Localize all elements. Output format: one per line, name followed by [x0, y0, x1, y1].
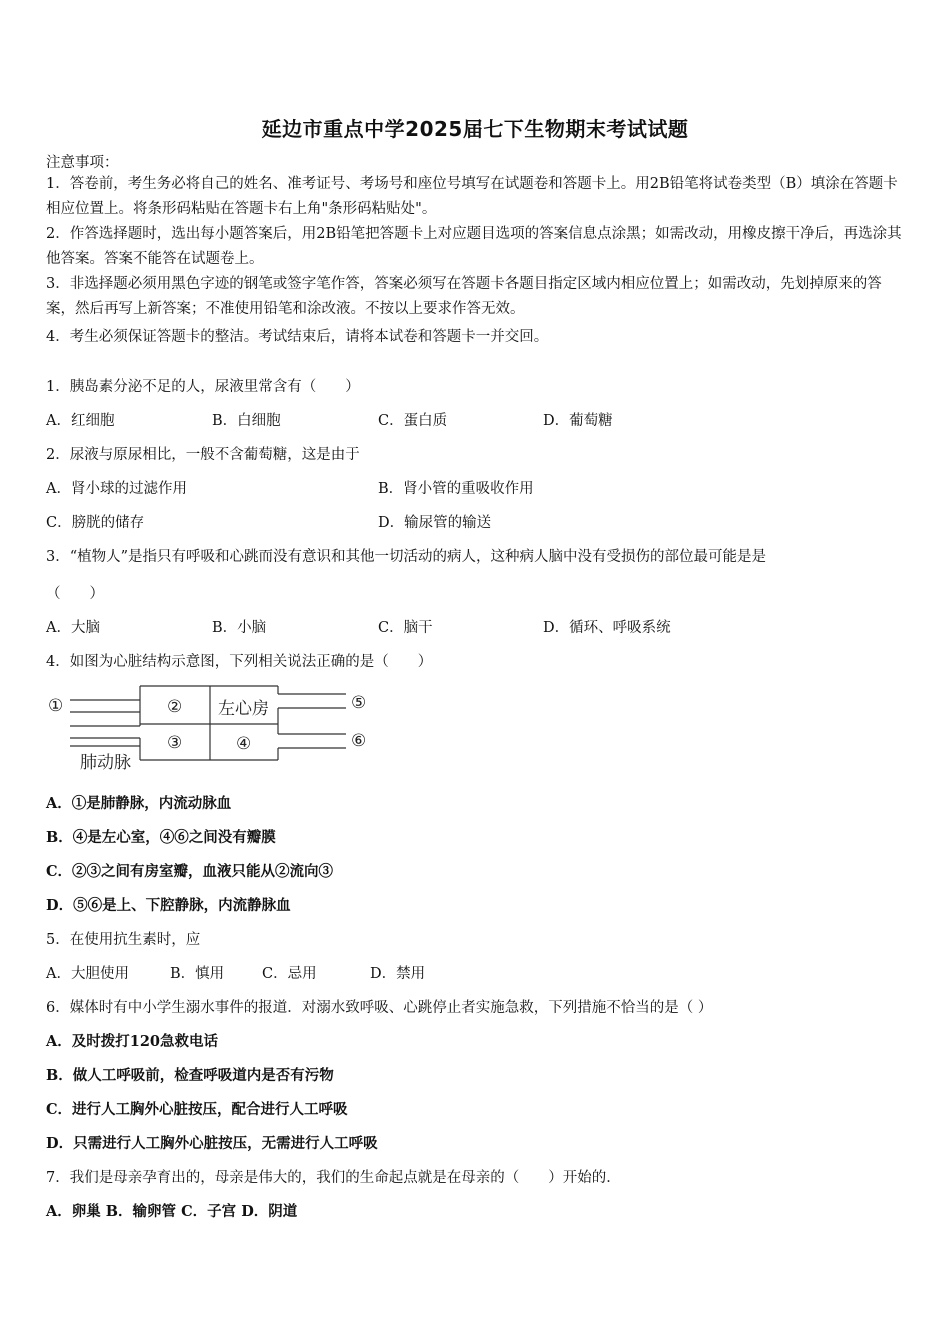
q4-option-a[interactable]: A．①是肺静脉，内流动脉血 [46, 795, 232, 812]
diagram-pulmonary-artery-label: 肺动脉 [80, 753, 131, 773]
notice-item: 4．考生必须保证答题卡的整洁。考试结束后，请将本试卷和答题卡一并交回。 [46, 329, 549, 345]
page-title: 延边市重点中学2025届七下生物期末考试试题 [261, 117, 689, 141]
q1-option-d[interactable]: D．葡萄糖 [543, 413, 613, 429]
q1-option-a[interactable]: A．红细胞 [46, 413, 115, 429]
q5-option-b[interactable]: B．慎用 [170, 966, 225, 982]
q5-option-d[interactable]: D．禁用 [370, 966, 426, 982]
notice-item: 3．非选择题必须用黑色字迹的钢笔或签字笔作答，答案必须写在答题卡各题目指定区域内相应位置上；如需改动，先划掉原来的答案，然后再写上新答案；不准使用铅笔和涂改液。不按以上要求作答无效。 [46, 276, 882, 317]
diagram-label-6: ⑥ [351, 731, 367, 751]
q1-option-c[interactable]: C．蛋白质 [378, 413, 448, 429]
question-1-stem: 1．胰岛素分泌不足的人，尿液里常含有（ ） [46, 379, 360, 395]
diagram-label-5: ⑤ [351, 693, 367, 713]
q3-option-c[interactable]: C．脑干 [378, 620, 433, 636]
diagram-left-atrium-label: 左心房 [218, 699, 269, 719]
q3-option-a[interactable]: A．大脑 [46, 620, 100, 636]
q6-option-a[interactable]: A．及时拨打120急救电话 [46, 1033, 219, 1050]
q2-option-c[interactable]: C．膀胱的储存 [46, 515, 145, 531]
q3-option-b[interactable]: B．小脑 [212, 620, 267, 636]
diagram-label-1: ① [48, 696, 64, 716]
question-4-stem: 4．如图为心脏结构示意图，下列相关说法正确的是（ ） [46, 654, 433, 670]
notice-item: 1．答卷前，考生务必将自己的姓名、准考证号、考场号和座位号填写在试题卷和答题卡上。用2B铅笔将试卷类型（B）填涂在答题卡相应位置上。将条形码粘贴在答题卡右上角"条形码粘贴处"。 [46, 176, 898, 217]
q2-option-d[interactable]: D．输尿管的输送 [378, 515, 492, 531]
q5-option-a[interactable]: A．大胆使用 [46, 966, 129, 982]
diagram-label-4: ④ [236, 734, 252, 754]
notice-heading: 注意事项： [46, 155, 119, 171]
q5-option-c[interactable]: C．忌用 [262, 966, 317, 982]
q6-option-c[interactable]: C．进行人工胸外心脏按压，配合进行人工呼吸 [46, 1101, 348, 1118]
q4-option-b[interactable]: B．④是左心室，④⑥之间没有瓣膜 [46, 829, 276, 846]
q2-option-b[interactable]: B．肾小管的重吸收作用 [378, 481, 534, 497]
question-5-stem: 5．在使用抗生素时，应 [46, 932, 201, 948]
q2-option-a[interactable]: A．肾小球的过滤作用 [46, 481, 187, 497]
question-7-stem: 7．我们是母亲孕育出的，母亲是伟大的，我们的生命起点就是在母亲的（ ）开始的． [46, 1170, 621, 1186]
q6-option-d[interactable]: D．只需进行人工胸外心脏按压，无需进行人工呼吸 [46, 1135, 378, 1152]
question-3-blank: （ ） [46, 586, 104, 602]
notice-item: 2．作答选择题时，选出每小题答案后，用2B铅笔把答题卡上对应题目选项的答案信息点涂黑；如需改动，用橡皮擦干净后，再选涂其他答案。答案不能答在试题卷上。 [46, 226, 902, 267]
diagram-label-2: ② [167, 697, 183, 717]
heart-structure-diagram [44, 682, 384, 778]
diagram-label-3: ③ [167, 733, 183, 753]
question-2-stem: 2．尿液与原尿相比，一般不含葡萄糖，这是由于 [46, 447, 360, 463]
q4-option-d[interactable]: D．⑤⑥是上、下腔静脉，内流静脉血 [46, 897, 291, 914]
q1-option-b[interactable]: B．白细胞 [212, 413, 281, 429]
question-6-stem: 6．媒体时有中小学生溺水事件的报道．对溺水致呼吸、心跳停止者实施急救，下列措施不恰当的是（ ） [46, 1000, 713, 1016]
q6-option-b[interactable]: B．做人工呼吸前，检查呼吸道内是否有污物 [46, 1067, 334, 1084]
question-3-stem: 3．“植物人”是指只有呼吸和心跳而没有意识和其他一切活动的病人，这种病人脑中没有受损伤的部位最可能是是 [46, 549, 767, 565]
q4-option-c[interactable]: C．②③之间有房室瓣，血液只能从②流向③ [46, 863, 334, 880]
q7-options[interactable]: A．卵巢 B．输卵管 C．子宫 D．阴道 [46, 1203, 298, 1220]
q3-option-d[interactable]: D．循环、呼吸系统 [543, 620, 671, 636]
